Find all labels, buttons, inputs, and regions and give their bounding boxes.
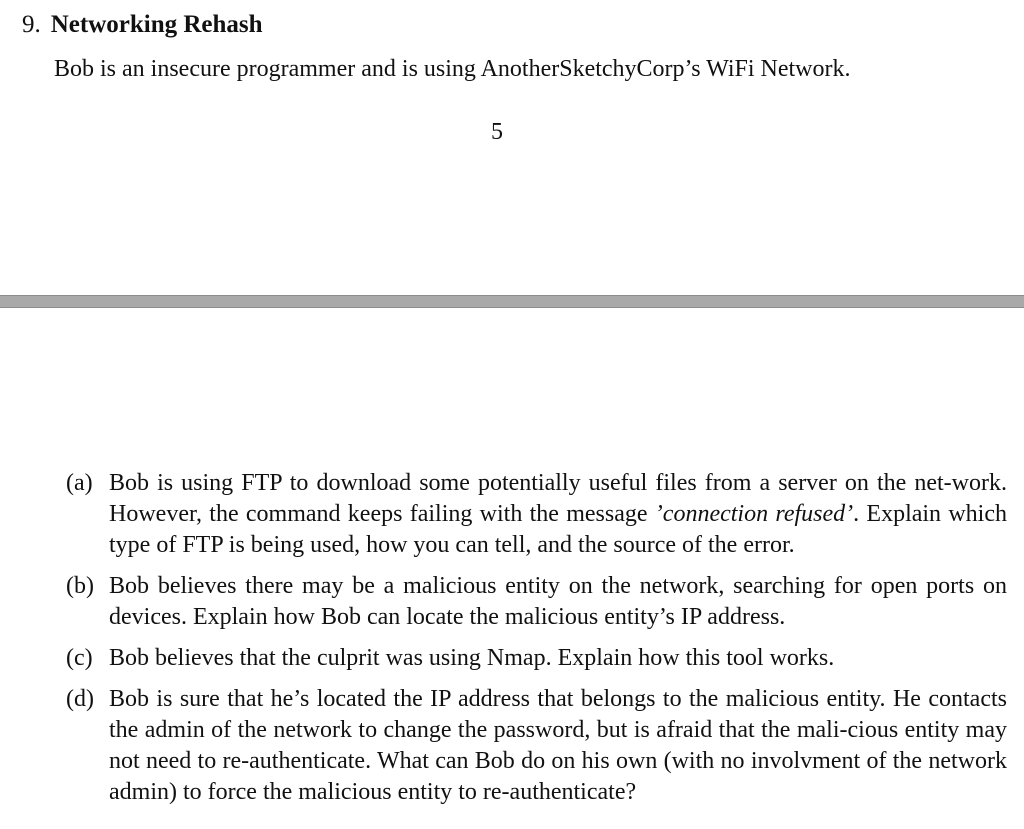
part-text: Bob believes there may be a malicious entity on the network, searching for open ports on devices. Explain how Bob can locate the malicious entity’s IP address. bbox=[109, 573, 1007, 630]
part-label: (a) bbox=[66, 470, 93, 496]
part-c bbox=[0, 643, 1024, 674]
part-label: (d) bbox=[66, 686, 94, 712]
error-message: ’connection refused’ bbox=[654, 501, 854, 527]
part-b bbox=[0, 571, 1024, 633]
page-bottom bbox=[0, 310, 1024, 829]
part-text-after: . Explain which type of FTP is being used, how you can tell, and the source of the error. bbox=[109, 501, 1007, 558]
part-label: (b) bbox=[66, 573, 94, 599]
page-break-divider bbox=[0, 295, 1024, 308]
part-d bbox=[0, 684, 1024, 808]
part-text: Bob believes that the culprit was using Nmap. Explain how this tool works. bbox=[109, 645, 835, 671]
part-a bbox=[0, 468, 1024, 561]
part-text bbox=[109, 468, 1007, 561]
page-top bbox=[0, 0, 1024, 295]
question-intro: Bob is an insecure programmer and is using AnotherSketchyCorp’s WiFi Network. bbox=[54, 56, 851, 82]
question-title: Networking Rehash bbox=[50, 11, 263, 38]
question-number: 9. bbox=[22, 11, 41, 38]
part-text-before: Bob is using FTP to download some potentially useful files from a server on the net-work. However, the command keeps failing with the message bbox=[109, 470, 1007, 527]
part-text: Bob is sure that he’s located the IP address that belongs to the malicious entity. He contacts the admin of the network to change the password, but is afraid that the mali-cious entity may not need to re-authenticate. What can Bob do on his own (with no involvment of the network admin) to force the malicious entity to re-authenticate? bbox=[109, 686, 1007, 805]
part-label: (c) bbox=[66, 645, 93, 671]
question-heading bbox=[22, 8, 263, 42]
page-number: 5 bbox=[491, 119, 503, 145]
question-parts bbox=[0, 468, 1024, 818]
